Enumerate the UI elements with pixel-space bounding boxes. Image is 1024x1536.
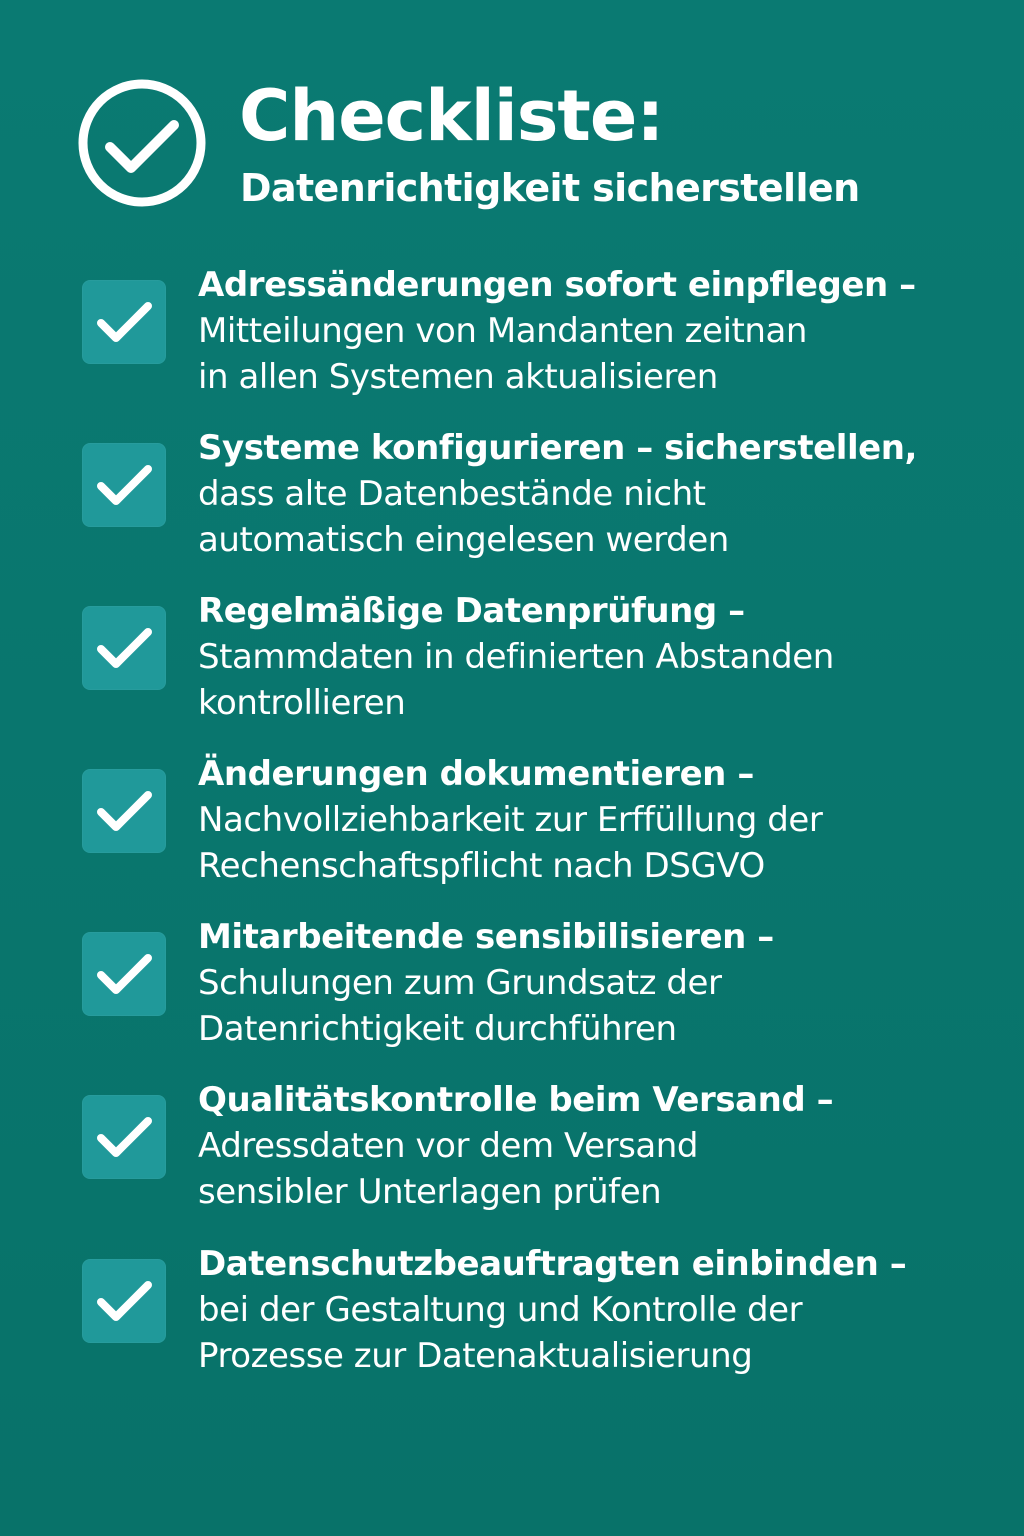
checklist-item-title: Qualitätskontrolle beim Versand – [198,1080,834,1120]
checklist-item [82,591,942,744]
checklist-item-description: Rechenschaftspflicht nach DSGVO [198,846,765,886]
checklist-item [82,1244,942,1397]
checkbox-checked[interactable] [82,932,166,1016]
checklist-item-title: Adressänderungen sofort einpflegen – [198,265,916,305]
checklist-item-description: Schulungen zum Grundsatz der [198,963,722,1003]
checklist-item-description: Prozesse zur Datenaktualisierung [198,1336,753,1376]
checkbox-checked[interactable] [82,769,166,853]
checklist-item [82,1080,942,1233]
checklist-item-title: Änderungen dokumentieren – [198,754,754,794]
checklist-item-description: Nachvollziehbarkeit zur Erffüllung der [198,800,823,840]
checklist-item-text [198,1077,928,1215]
checklist-item-description: automatisch eingelesen werden [198,520,729,560]
checkmark-icon [82,1095,166,1179]
checklist-item-description: dass alte Datenbestände nicht [198,474,706,514]
checklist-item-description: kontrollieren [198,683,406,723]
checklist-item-text [198,425,928,563]
checkmark-icon [82,932,166,1016]
checklist-item-description: Stammdaten in definierten Abstanden [198,637,834,677]
checklist-item-description: Datenrichtigkeit durchführen [198,1009,677,1049]
checkmark-icon [82,1259,166,1343]
checklist-item-description: sensibler Unterlagen prüfen [198,1172,662,1212]
checklist-item-text [198,1241,928,1379]
checklist-item [82,754,942,907]
checkbox-checked[interactable] [82,443,166,527]
checklist-item [82,917,942,1070]
checkbox-checked[interactable] [82,280,166,364]
checklist-item-title: Regelmäßige Datenprüfung – [198,591,745,631]
page-title: Checkliste: [239,75,664,157]
checklist-item-text [198,914,928,1052]
checkbox-checked[interactable] [82,606,166,690]
checkbox-checked[interactable] [82,1259,166,1343]
checkmark-icon [82,606,166,690]
checkbox-checked[interactable] [82,1095,166,1179]
checklist-item [82,428,942,581]
checkmark-icon [82,443,166,527]
checklist-item-description: in allen Systemen aktualisieren [198,357,718,397]
checklist-item-title: Mitarbeitende sensibilisieren – [198,917,774,957]
checkmark-icon [82,769,166,853]
checklist-item-title: Systeme konfigurieren – sicherstellen, [198,428,917,468]
checklist-item-description: bei der Gestaltung und Kontrolle der [198,1290,803,1330]
checklist-item-description: Adressdaten vor dem Versand [198,1126,699,1166]
checklist-item-description: Mitteilungen von Mandanten zeitnan [198,311,807,351]
checklist-item [82,265,942,418]
checklist-item-title: Datenschutzbeauftragten einbinden – [198,1244,907,1284]
page-subtitle: Datenrichtigkeit sicherstellen [240,166,860,210]
checklist-item-text [198,262,928,400]
checklist-item-text [198,588,928,726]
checklist-item-text [198,751,928,889]
checkmark-icon [82,280,166,364]
